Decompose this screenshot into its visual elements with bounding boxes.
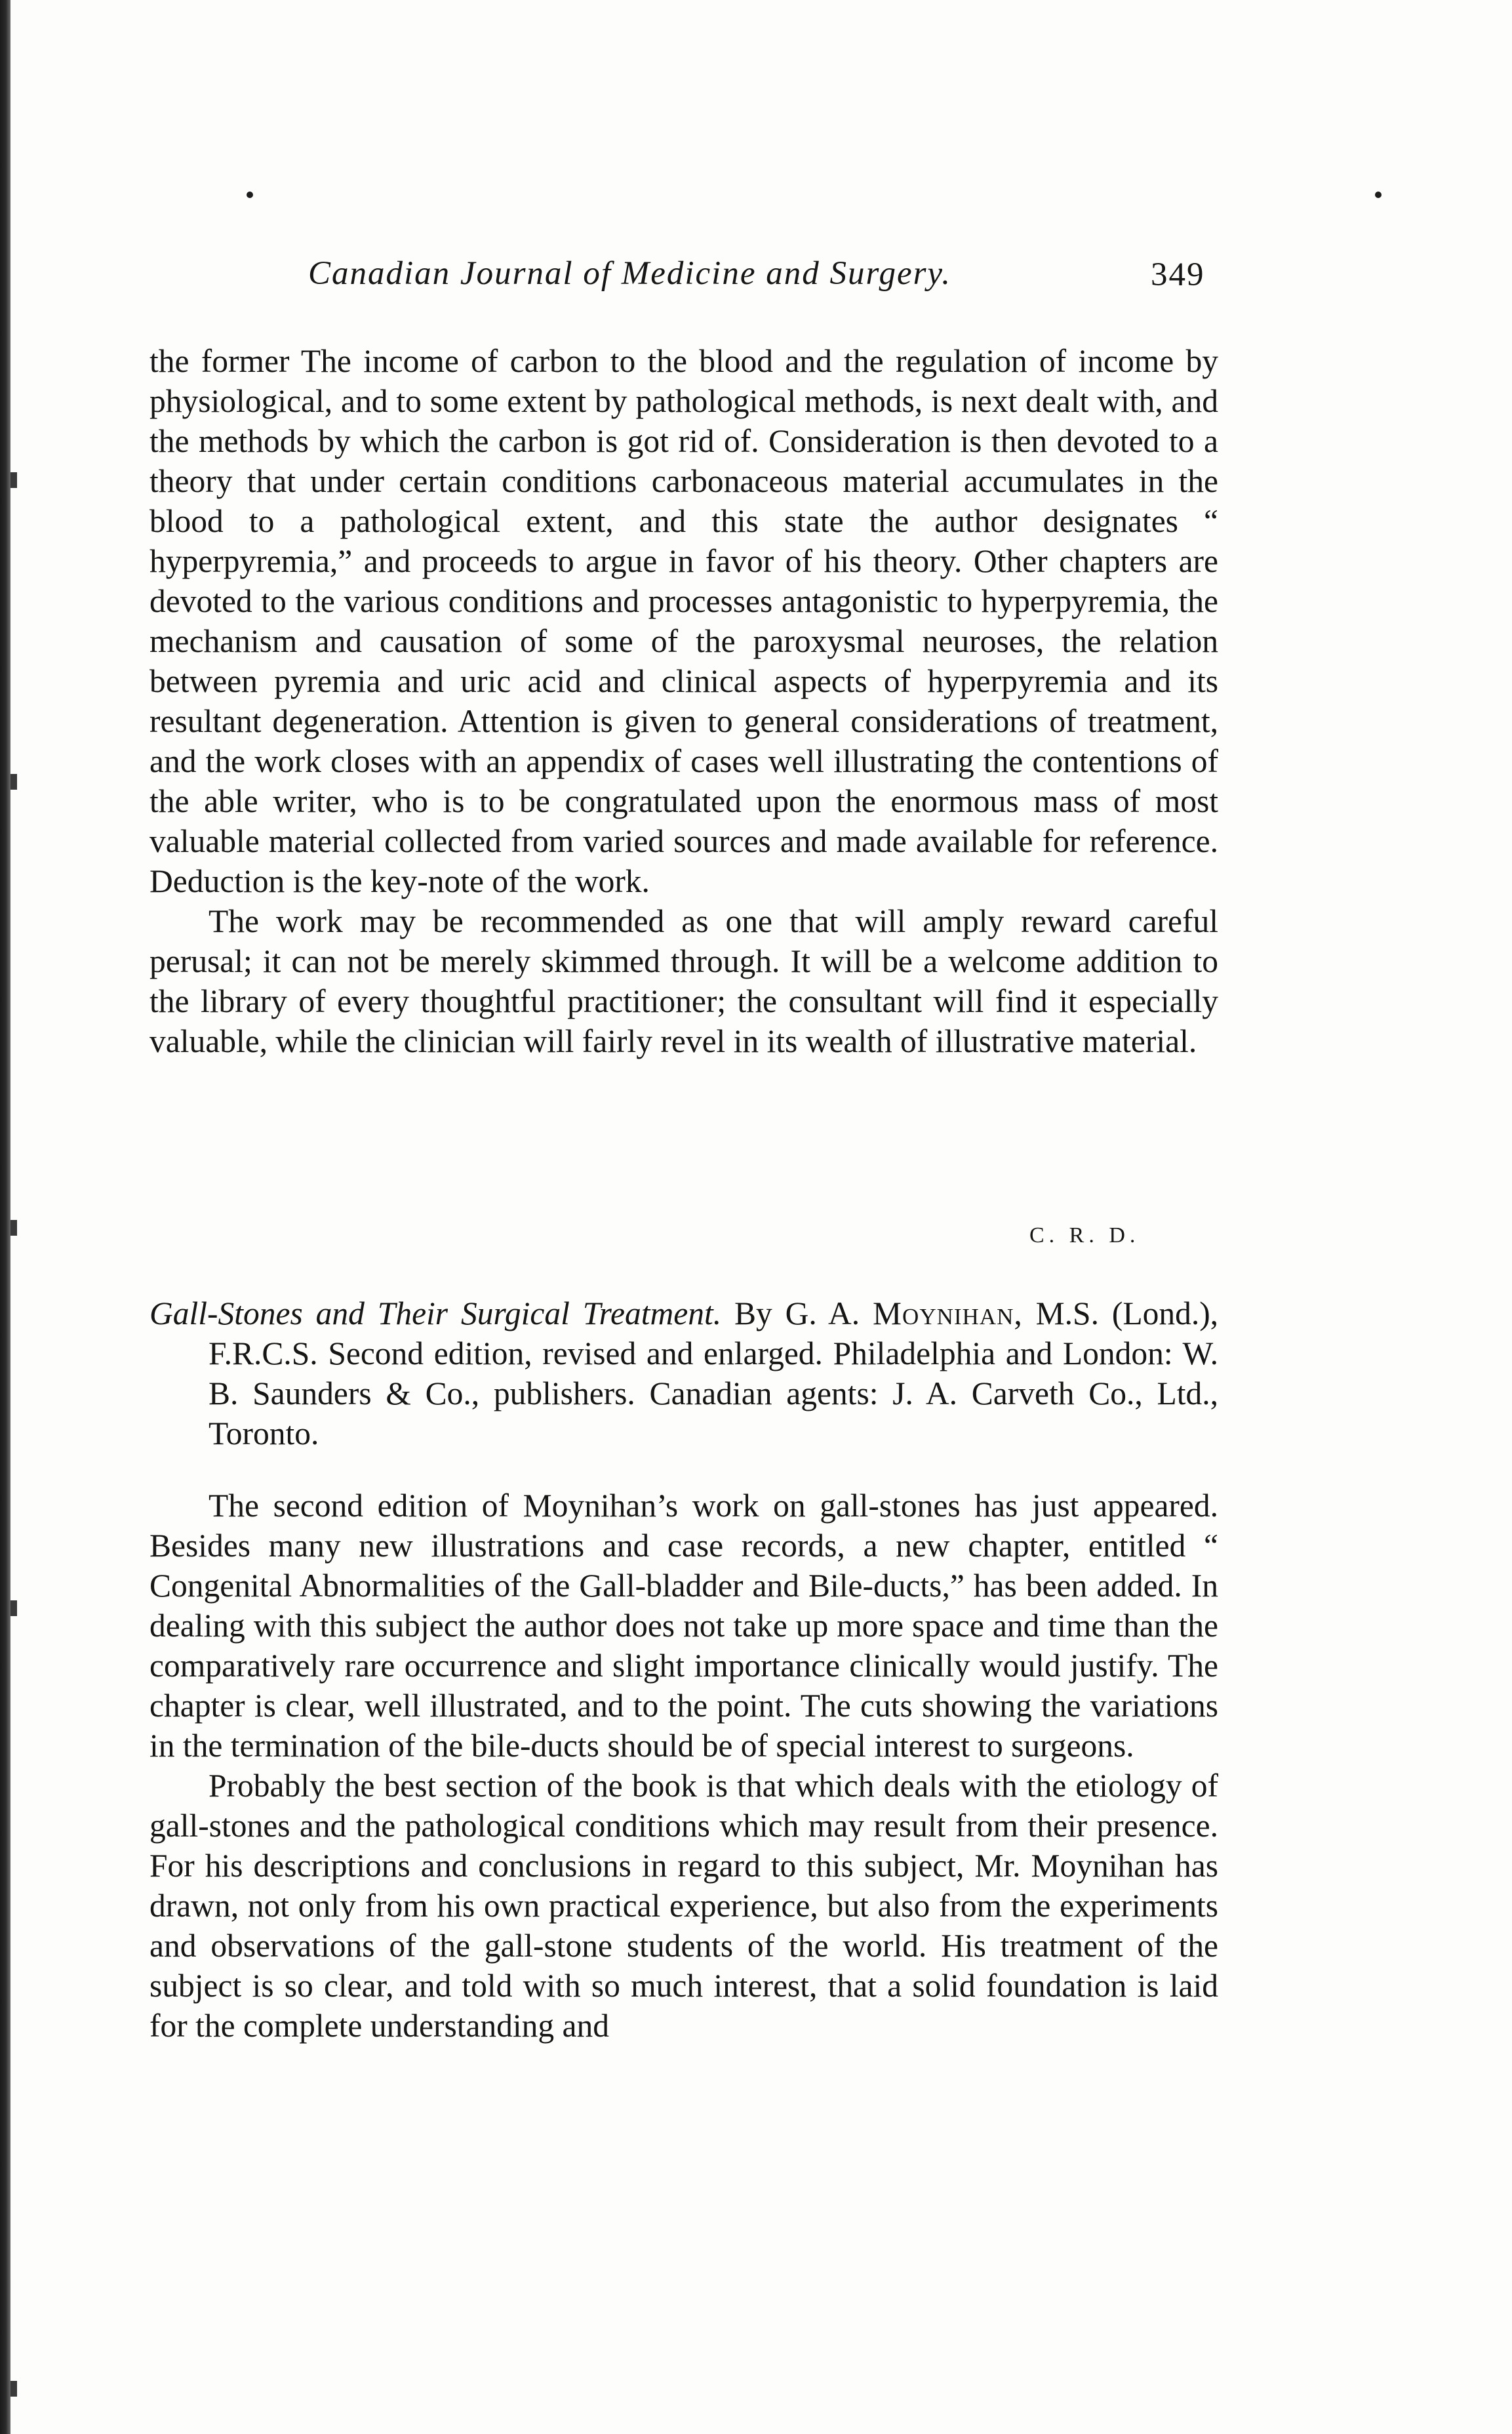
review-2-paragraph-1: The second edition of Moynihan’s work on gall-stones has just appeared. Besides many new illustrations and case records, a new chapter, entitled “ Congenital Abnormalities of the Gall-bladder and Bile-ducts,” has been added. In dealing with this subject the author does not take up more space and time than the comparatively rare occurrence and slight importance clinically would justify. The chapter is clear, well illustrated, and to the point. The cuts showing the variations in the termination of the bile-ducts should be of special interest to surgeons. xyxy=(149,1488,1218,1764)
binding-edge-mark xyxy=(10,774,17,790)
review-2-paragraph-2: Probably the best section of the book is that which deals with the etiology of gall-stones and the pathological conditions which may result from their presence. For his descriptions and conclusions in regard to this subject, Mr. Moynihan has drawn, not only from his own practical experience, but also from the experiments and observations of the gall-stone students of the world. His treatment of the subject is so clear, and told with so much interest, that a solid foundation is laid for the complete understanding and xyxy=(149,1768,1218,2044)
running-header xyxy=(308,254,1226,293)
binding-edge-mark xyxy=(10,1220,17,1236)
book-details: M.S. (Lond.), F.R.C.S. Second edition, revised and enlarged. Philadelphia and London: W. B. Saunders & Co., publishers. Canadian agents: J. A. Carveth Co., Ltd., Toronto. xyxy=(209,1295,1219,1451)
book-title: Gall-Stones and Their Surgical Treatment. xyxy=(149,1295,722,1331)
binding-edge xyxy=(0,0,10,2434)
ink-speck xyxy=(1375,192,1382,198)
ink-speck xyxy=(247,192,253,198)
review-1-body xyxy=(149,341,1218,1061)
review-2-body xyxy=(149,1486,1218,2046)
page-number: 349 xyxy=(1151,256,1205,293)
book-citation xyxy=(149,1293,1218,1453)
book-author: Moynihan, xyxy=(873,1295,1023,1331)
binding-edge-mark xyxy=(10,1600,17,1616)
binding-edge-mark xyxy=(10,2381,17,2397)
review-1-paragraph-1: the former The income of carbon to the blood and the regulation of income by physiological, and to some extent by pathological methods, is next dealt with, and the methods by which the carbon is got rid of. Consideration is then devoted to a theory that under certain conditions carbonaceous material accumulates in the blood to a pathological extent, and this state the author designates “ hyperpyremia,” and proceeds to argue in favor of his theory. Other chapters are devoted to the various conditions and processes antagonistic to hyperpyremia, the mechanism and causation of some of the paroxysmal neuroses, the relation between pyremia and uric acid and clinical aspects of hyperpyremia and its resultant degeneration. Attention is given to general considerations of treatment, and the work closes with an appendix of cases well illustrating the contentions of the able writer, who is to be congratulated upon the enormous mass of most valuable material collected from varied sources and made available for reference. Deduction is the key-note of the work. xyxy=(149,343,1218,899)
journal-title: Canadian Journal of Medicine and Surgery. xyxy=(308,255,951,292)
book-by: By G. A. xyxy=(734,1295,860,1331)
reviewer-initials: C. R. D. xyxy=(1029,1223,1140,1247)
binding-edge-mark xyxy=(10,472,17,488)
review-1-paragraph-2: The work may be recommended as one that will amply reward careful perusal; it can not be merely skimmed through. It will be a welcome addition to the library of every thoughtful practitioner; the consultant will find it especially valuable, while the clinician will fairly revel in its wealth of illustrative material. xyxy=(149,903,1218,1059)
